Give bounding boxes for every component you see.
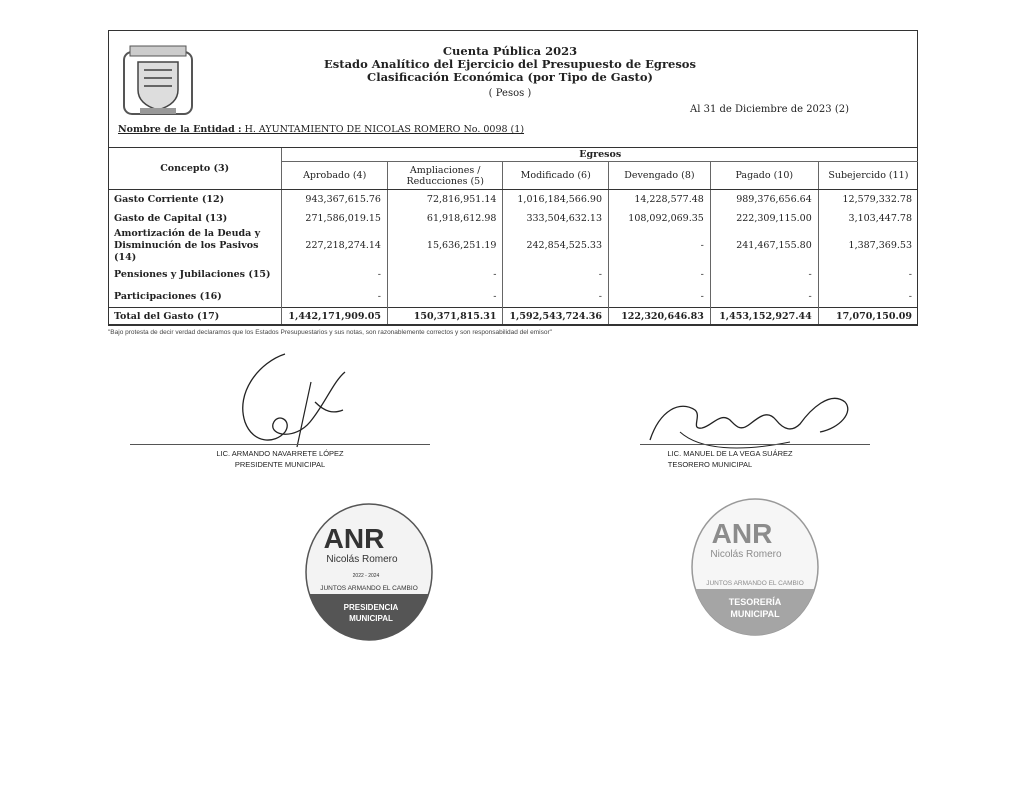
cell-value: 1,016,184,566.90: [503, 190, 609, 209]
cell-value: 989,376,656.64: [710, 190, 818, 209]
cell-value: 1,387,369.53: [818, 228, 918, 264]
cell-value: 108,092,069.35: [609, 209, 711, 228]
cell-value: -: [503, 286, 609, 308]
stamp-office-1: TESORERÍA: [728, 597, 782, 607]
cell-value: 61,918,612.98: [387, 209, 502, 228]
entity-label: Nombre de la Entidad :: [118, 124, 242, 135]
disclaimer-note: "Bajo protesta de decir verdad declaramos que los Estados Presupuestarios y sus notas, son razonablemente correctos y son responsabilidad del emisor": [108, 329, 552, 336]
entity-name: [118, 124, 524, 135]
cell-value: 242,854,525.33: [503, 228, 609, 264]
budget-table: [108, 147, 918, 325]
treasurer-name: LIC. MANUEL DE LA VEGA SUÁREZ: [667, 449, 793, 458]
stamp-office-1: PRESIDENCIA: [343, 603, 399, 612]
total-value: 150,371,815.31: [387, 308, 502, 325]
row-label: Gasto de Capital (13): [114, 212, 228, 224]
cell-value: 271,586,019.15: [282, 209, 388, 228]
entity-value: H. AYUNTAMIENTO DE NICOLAS ROMERO No. 0098 (1): [241, 124, 525, 135]
cell-value: 333,504,632.13: [503, 209, 609, 228]
row-label: Amortización de la Deuda y Disminución de los Pasivos (14): [114, 227, 261, 263]
presidencia-stamp: [304, 502, 434, 642]
stamp-slogan: JUNTOS ARMANDO EL CAMBIO: [706, 580, 804, 587]
cell-value: -: [387, 264, 502, 286]
cell-value: 943,367,615.76: [282, 190, 388, 209]
cell-value: -: [387, 286, 502, 308]
total-row: [108, 308, 918, 325]
cell-value: -: [710, 286, 818, 308]
row-label: Gasto Corriente (12): [114, 193, 225, 205]
cell-value: -: [609, 286, 711, 308]
report-title: Cuenta Pública 2023: [442, 44, 578, 58]
stamp-office-2: MUNICIPAL: [349, 614, 393, 623]
total-value: 1,453,152,927.44: [710, 308, 818, 325]
cell-value: -: [609, 228, 711, 264]
president-name: LIC. ARMANDO NAVARRETE LÓPEZ: [216, 449, 344, 458]
treasurer-title: TESORERO MUNICIPAL: [667, 460, 753, 469]
stamp-logo: ANR: [711, 518, 773, 549]
stamp-period: 2022 - 2024: [352, 573, 380, 579]
cell-value: -: [282, 264, 388, 286]
col-ampliaciones: Ampliaciones / Reducciones (5): [387, 162, 502, 190]
total-value: 1,442,171,909.05: [282, 308, 388, 325]
table-row: [108, 228, 918, 264]
table-row: [108, 190, 918, 209]
cell-value: 227,218,274.14: [282, 228, 388, 264]
cell-value: -: [503, 264, 609, 286]
signature-line-left: [130, 444, 430, 445]
cell-value: -: [818, 286, 918, 308]
table-row: [108, 209, 918, 228]
cell-value: 222,309,115.00: [710, 209, 818, 228]
col-aprobado: Aprobado (4): [282, 162, 388, 190]
col-pagado: Pagado (10): [710, 162, 818, 190]
table-row: [108, 286, 918, 308]
cell-value: 14,228,577.48: [609, 190, 711, 209]
stamp-logo: ANR: [323, 523, 385, 554]
stamp-office-2: MUNICIPAL: [730, 609, 780, 619]
row-label: Participaciones (16): [114, 290, 222, 302]
report-date: Al 31 de Diciembre de 2023 (2): [690, 104, 849, 115]
col-modificado: Modificado (6): [503, 162, 609, 190]
report-classification: Clasificación Económica (por Tipo de Gasto): [367, 70, 653, 84]
cell-value: 241,467,155.80: [710, 228, 818, 264]
concept-header: Concepto (3): [108, 148, 282, 190]
stamp-town: Nicolás Romero: [710, 549, 782, 560]
cell-value: 12,579,332.78: [818, 190, 918, 209]
president-signature: [215, 352, 365, 452]
cell-value: -: [710, 264, 818, 286]
cell-value: 15,636,251.19: [387, 228, 502, 264]
total-value: 122,320,646.83: [609, 308, 711, 325]
col-devengado: Devengado (8): [609, 162, 711, 190]
egresos-header: Egresos: [282, 148, 918, 162]
cell-value: 3,103,447.78: [818, 209, 918, 228]
table-row: [108, 264, 918, 286]
stamp-slogan: JUNTOS ARMANDO EL CAMBIO: [320, 585, 418, 592]
col-subejercido: Subejercido (11): [818, 162, 918, 190]
president-title: PRESIDENTE MUNICIPAL: [234, 460, 326, 469]
total-value: 17,070,150.09: [818, 308, 918, 325]
report-subtitle: Estado Analítico del Ejercicio del Presupuesto de Egresos: [324, 57, 696, 71]
cell-value: -: [282, 286, 388, 308]
row-label: Pensiones y Jubilaciones (15): [114, 269, 271, 280]
report-currency: ( Pesos ): [488, 88, 532, 99]
stamp-town: Nicolás Romero: [326, 554, 398, 565]
tesoreria-stamp: [690, 497, 820, 637]
cell-value: -: [609, 264, 711, 286]
total-value: 1,592,543,724.36: [503, 308, 609, 325]
municipal-seal-logo: [118, 44, 198, 118]
cell-value: 72,816,951.14: [387, 190, 502, 209]
row-label: Total del Gasto (17): [108, 308, 282, 325]
cell-value: -: [818, 264, 918, 286]
signature-line-right: [640, 444, 870, 445]
